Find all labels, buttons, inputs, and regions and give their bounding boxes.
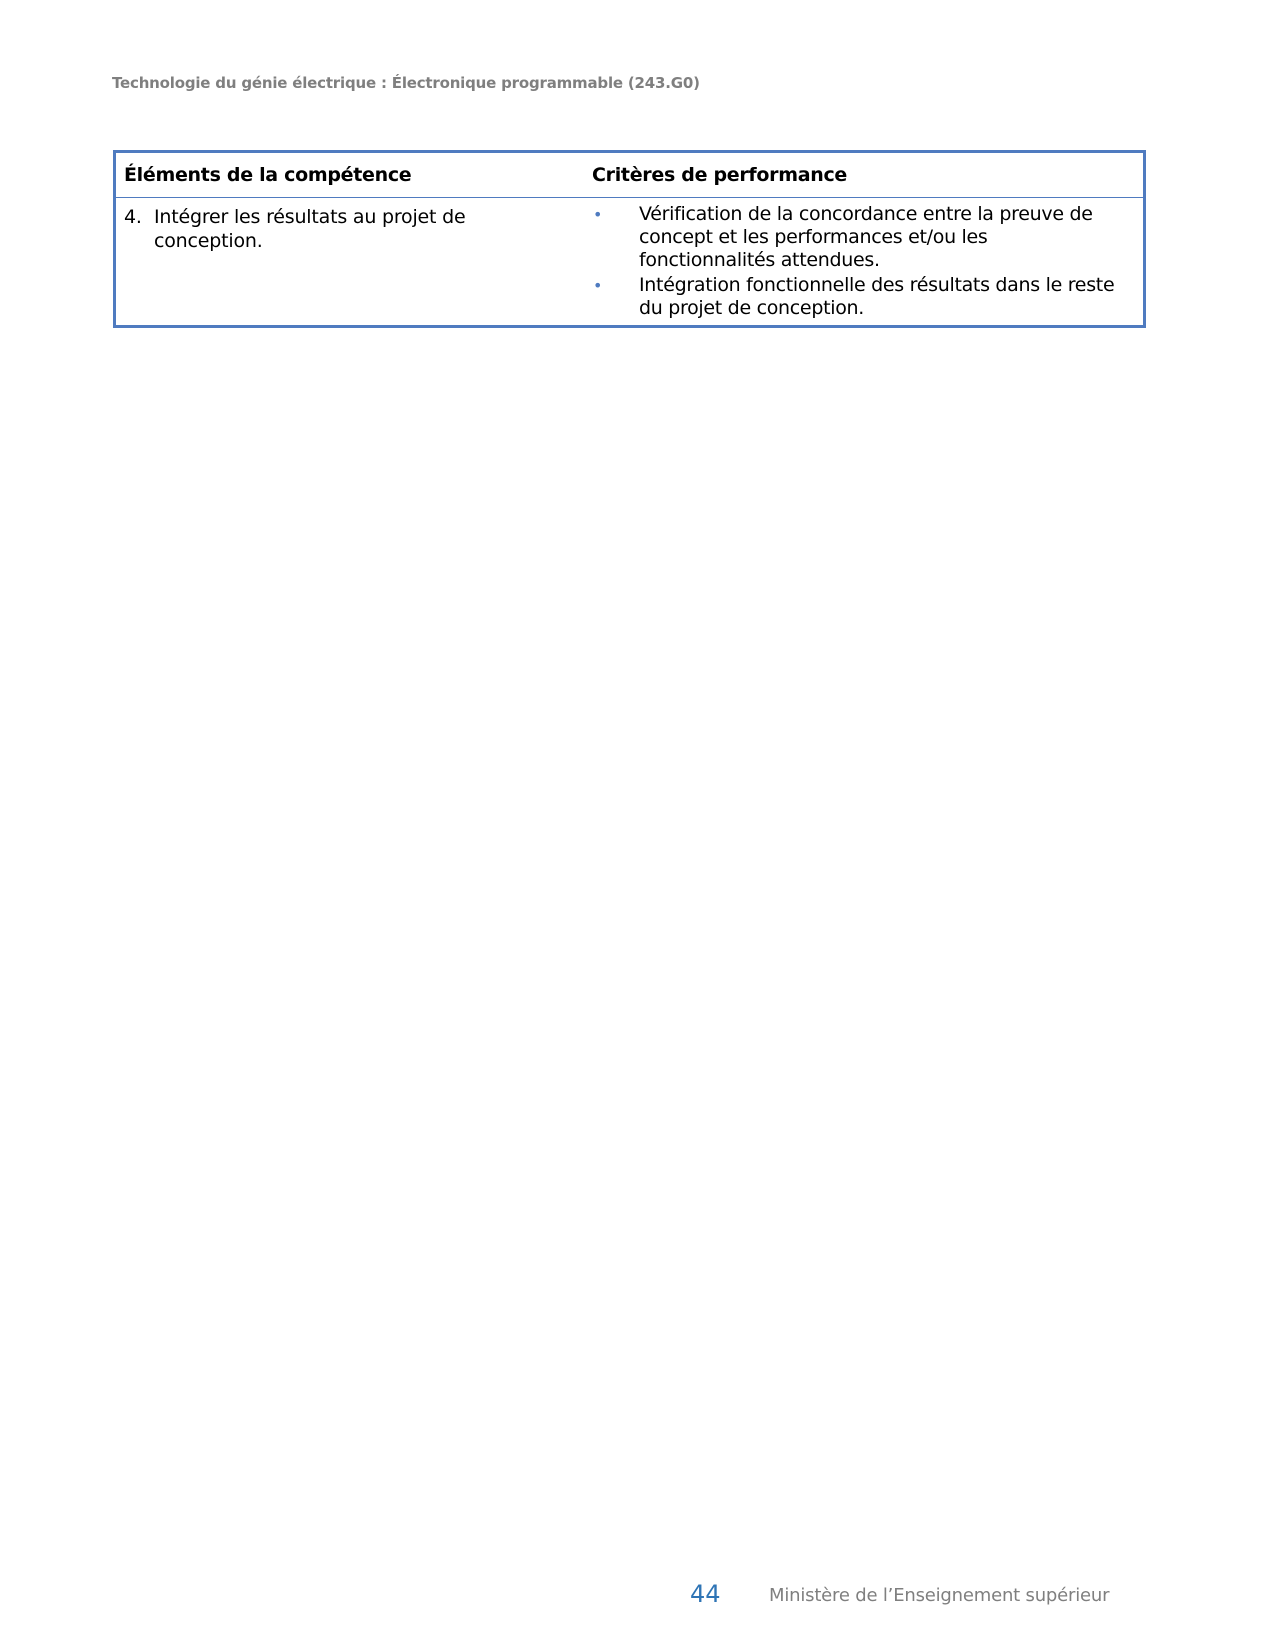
bullet-icon: • — [593, 205, 603, 224]
criteria-item — [592, 203, 1143, 272]
bullet-icon: • — [593, 276, 603, 295]
element-number: 4. — [124, 206, 142, 228]
running-header: Technologie du génie électrique : Électronique programmable (243.G0) — [112, 74, 700, 92]
criteria-cell — [586, 203, 1143, 322]
table-row — [116, 198, 1143, 325]
element-text: Intégrer les résultats au projet de conception. — [154, 206, 466, 252]
footer-ministry: Ministère de l’Enseignement supérieur — [769, 1585, 1110, 1606]
criteria-text: Intégration fonctionnelle des résultats dans le reste du projet de conception. — [639, 274, 1115, 319]
element-item — [124, 203, 586, 253]
criteria-text: Vérification de la concordance entre la preuve de concept et les performances et/ou les fonctionnalités attendues. — [639, 203, 1093, 271]
page-number: 44 — [690, 1580, 721, 1608]
elements-cell — [116, 203, 586, 322]
criteria-column-header: Critères de performance — [592, 164, 848, 186]
criteria-item — [592, 274, 1143, 320]
table-header-row — [116, 153, 1143, 198]
competence-table — [113, 150, 1146, 328]
elements-column-header: Éléments de la compétence — [124, 164, 412, 186]
criteria-list — [592, 203, 1143, 320]
